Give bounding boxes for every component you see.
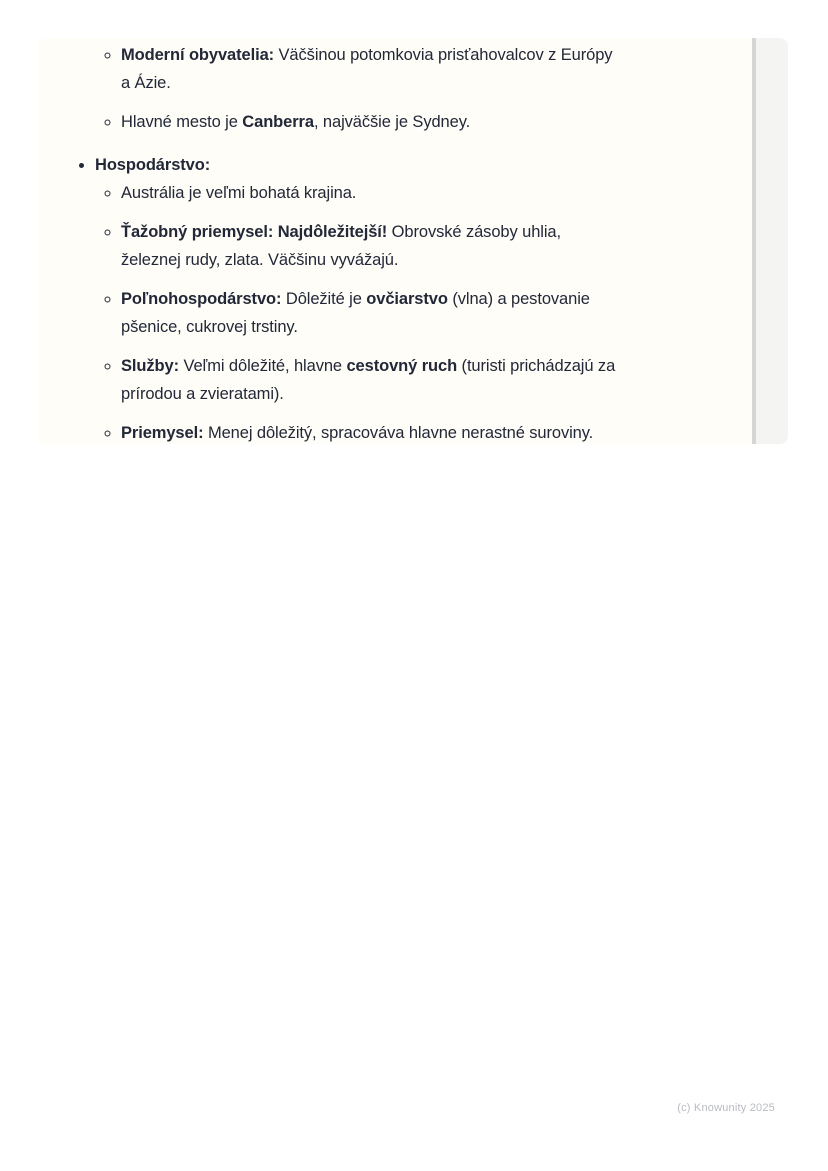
bold-text-segment: Poľnohospodárstvo:	[121, 290, 282, 308]
text-segment: Obrovské zásoby uhlia, železnej rudy, zlata. Väčšinu vyvážajú.	[121, 223, 561, 269]
scrollbar-thumb[interactable]	[752, 38, 756, 444]
list-item	[121, 285, 618, 341]
text-segment: Dôležité je	[281, 290, 367, 308]
bold-text-segment: ovčiarstvo	[366, 290, 448, 308]
bold-text-segment: Moderní obyvatelia:	[121, 46, 279, 64]
text-segment: Veľmi dôležité, hlavne	[178, 357, 347, 375]
outline-list	[38, 41, 618, 444]
text-segment: (turisti prichádzajú za prírodou a zvieratami).	[121, 357, 616, 403]
bold-text-segment: cestovný ruch	[346, 357, 458, 375]
section-item	[95, 151, 618, 444]
document-content	[38, 41, 618, 444]
list-item	[121, 108, 618, 136]
bold-text-segment: Služby:	[121, 357, 179, 375]
section-sublist	[95, 179, 618, 444]
list-item-continuation	[95, 41, 618, 136]
list-item	[121, 218, 618, 274]
list-item	[121, 179, 618, 207]
section-title: Hospodárstvo:	[95, 156, 211, 174]
list-item	[121, 41, 618, 97]
scrollbar-track[interactable]	[752, 38, 788, 444]
copyright-text: (c) Knowunity 2025	[677, 1102, 775, 1114]
sublist-population	[95, 41, 618, 136]
list-item	[121, 352, 618, 408]
text-segment: , najväčšie je Sydney.	[313, 113, 471, 131]
text-segment: (vlna) a pestovanie pšenice, cukrovej trstiny.	[121, 290, 590, 336]
bold-text-segment: Canberra	[242, 113, 314, 131]
bold-text-segment: Ťažobný priemysel: Najdôležitejší!	[121, 223, 388, 241]
text-segment: Austrália je veľmi bohatá krajina.	[121, 184, 357, 202]
document-page	[38, 38, 788, 444]
text-segment: Hlavné mesto je	[121, 113, 243, 131]
text-segment: Väčšinou potomkovia prisťahovalcov z Európy a Ázie.	[121, 46, 613, 92]
bold-text-segment: Priemysel:	[121, 424, 204, 442]
text-segment: Menej dôležitý, spracováva hlavne nerastné suroviny.	[203, 424, 594, 442]
list-item	[121, 419, 618, 444]
